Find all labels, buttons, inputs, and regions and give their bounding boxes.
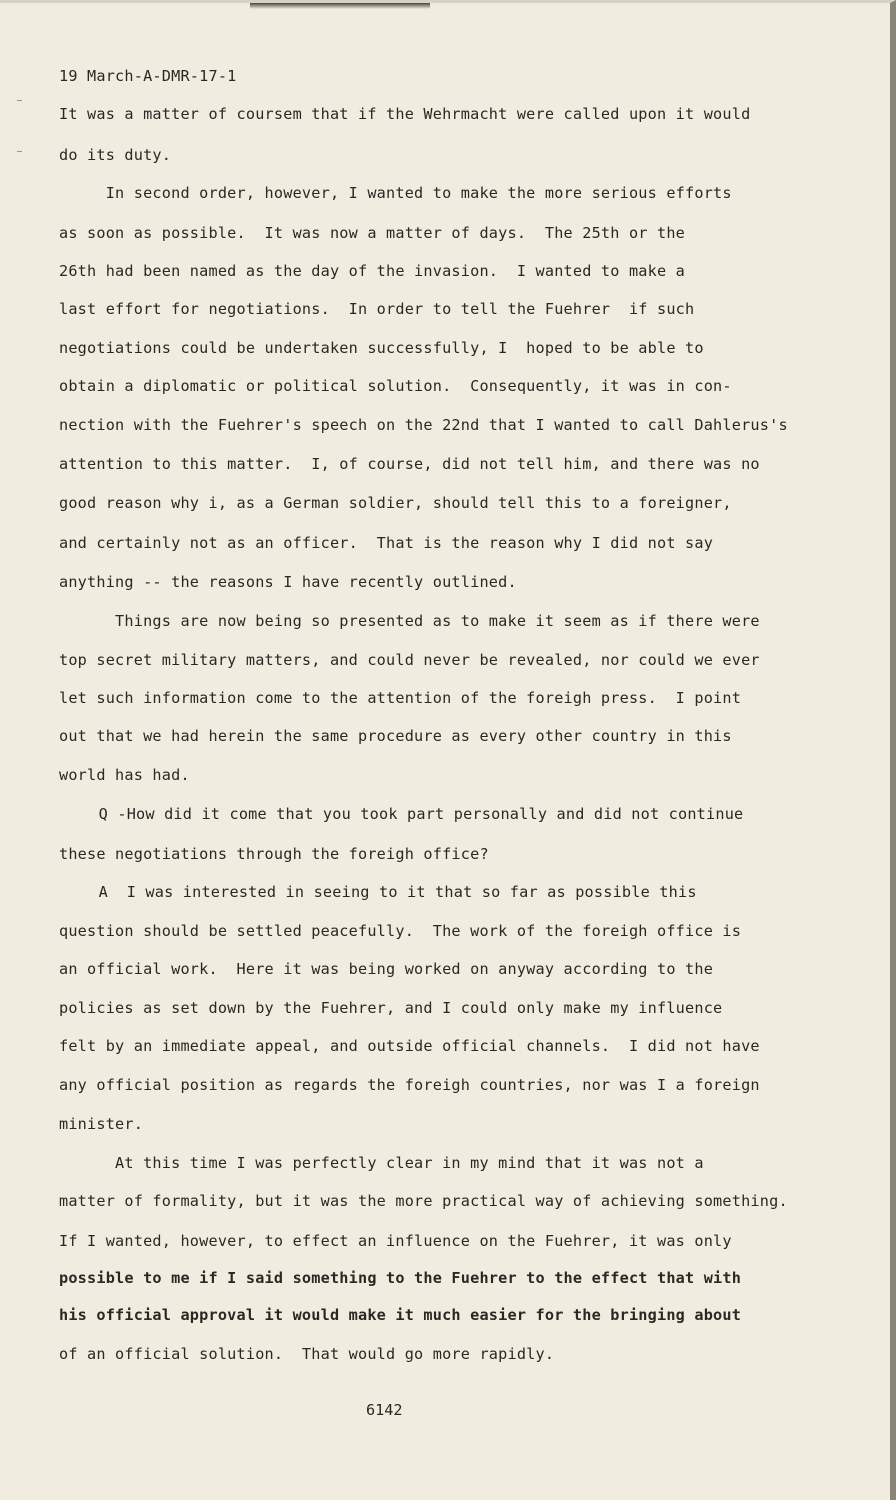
text-line: matter of formality, but it was the more practical way of achieving something. [59, 1192, 788, 1210]
text-line-bold: possible to me if I said something to the Fuehrer to the effect that with [59, 1269, 742, 1287]
text-line: It was a matter of coursem that if the Wehrmacht were called upon it would [59, 105, 751, 123]
text-line: out that we had herein the same procedure as every other country in this [59, 727, 732, 745]
text-line-bold: his official approval it would make it much easier for the bringing about [59, 1306, 742, 1324]
text-line: of an official solution. That would go more rapidly. [59, 1345, 555, 1363]
text-line: Things are now being so presented as to make it seem as if there were [59, 612, 760, 630]
text-line: good reason why i, as a German soldier, should tell this to a foreigner, [59, 494, 732, 512]
text-line: any official position as regards the foreigh countries, nor was I a foreign [59, 1076, 760, 1094]
text-line: 26th had been named as the day of the invasion. I wanted to make a [59, 262, 686, 280]
text-line: an official work. Here it was being worked on anyway according to the [59, 960, 714, 978]
text-line: question should be settled peacefully. The work of the foreigh office is [59, 922, 742, 940]
text-line: world has had. [59, 766, 190, 784]
text-line: anything -- the reasons I have recently outlined. [59, 573, 517, 591]
page-number: 6142 [366, 1401, 403, 1419]
text-line: let such information come to the attention of the foreigh press. I point [59, 689, 742, 707]
text-line: and certainly not as an officer. That is the reason why I did not say [59, 534, 714, 552]
answer-line: A I was interested in seeing to it that so far as possible this [80, 883, 697, 901]
text-line: policies as set down by the Fuehrer, and I could only make my influence [59, 999, 723, 1017]
document-header: 19 March-A-DMR-17-1 [59, 67, 237, 85]
text-line: At this time I was perfectly clear in my mind that it was not a [59, 1154, 704, 1172]
text-line: If I wanted, however, to effect an influence on the Fuehrer, it was only [59, 1232, 732, 1250]
text-line: attention to this matter. I, of course, did not tell him, and there was no [59, 455, 760, 473]
text-line: as soon as possible. It was now a matter of days. The 25th or the [59, 224, 686, 242]
typewritten-text [0, 3, 896, 1500]
text-line: last effort for negotiations. In order to tell the Fuehrer if such [59, 300, 695, 318]
text-line: felt by an immediate appeal, and outside official channels. I did not have [59, 1037, 760, 1055]
text-line: top secret military matters, and could never be revealed, nor could we ever [59, 651, 760, 669]
question-line: Q -How did it come that you took part personally and did not continue [80, 805, 744, 823]
text-line: obtain a diplomatic or political solution. Consequently, it was in con- [59, 377, 732, 395]
text-line: nection with the Fuehrer's speech on the 22nd that I wanted to call Dahlerus's [59, 416, 788, 434]
text-line: do its duty. [59, 146, 172, 164]
text-line: In second order, however, I wanted to make the more serious efforts [59, 184, 732, 202]
text-line: these negotiations through the foreigh office? [59, 845, 489, 863]
text-line: minister. [59, 1115, 144, 1133]
text-line: negotiations could be undertaken successfully, I hoped to be able to [59, 339, 704, 357]
